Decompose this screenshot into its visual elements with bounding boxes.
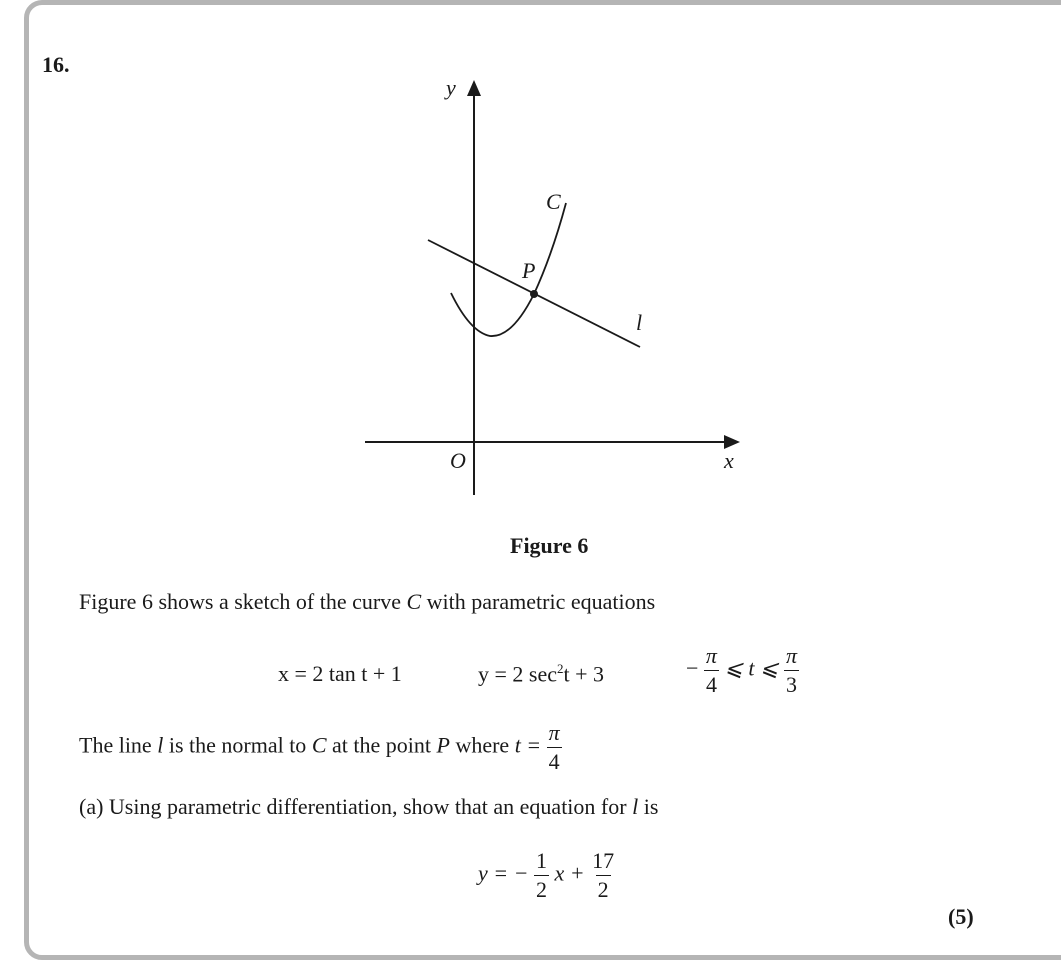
x-equation: x = 2 tan t + 1 — [278, 661, 402, 686]
point-label: P — [522, 258, 536, 283]
y-axis-label: y — [446, 75, 456, 100]
line-label: l — [636, 310, 643, 335]
x-axis-label: x — [724, 448, 734, 473]
question-number: 16. — [42, 52, 70, 77]
normal-statement: The line l is the normal to C at the point P where t = $\frac{\pi}{4}$ — [79, 720, 560, 774]
y-equation: y = 2 $\sec^2t + 3$ — [478, 661, 605, 687]
y-axis-arrow — [467, 80, 481, 96]
t-range: − $\frac{\pi}{4}$ ⩽ t ⩽ $\frac{\pi}{3}$ — [686, 643, 797, 697]
curve-c — [451, 203, 566, 336]
intro-text: Figure 6 shows a sketch of the curve C with parametric equations — [79, 589, 656, 614]
part-a-text: (a) Using parametric differentiation, show that an equation for l is — [79, 794, 659, 819]
point-p — [530, 290, 538, 298]
curve-label: C — [546, 189, 561, 214]
origin-label: O — [450, 448, 466, 473]
normal-equation: y = − $\frac{1}{2}$ x + $\frac{17}{2}$ — [478, 848, 615, 902]
marks-label: (5) — [948, 904, 974, 929]
figure-caption: Figure 6 — [510, 533, 589, 558]
x-axis-arrow — [724, 435, 740, 449]
